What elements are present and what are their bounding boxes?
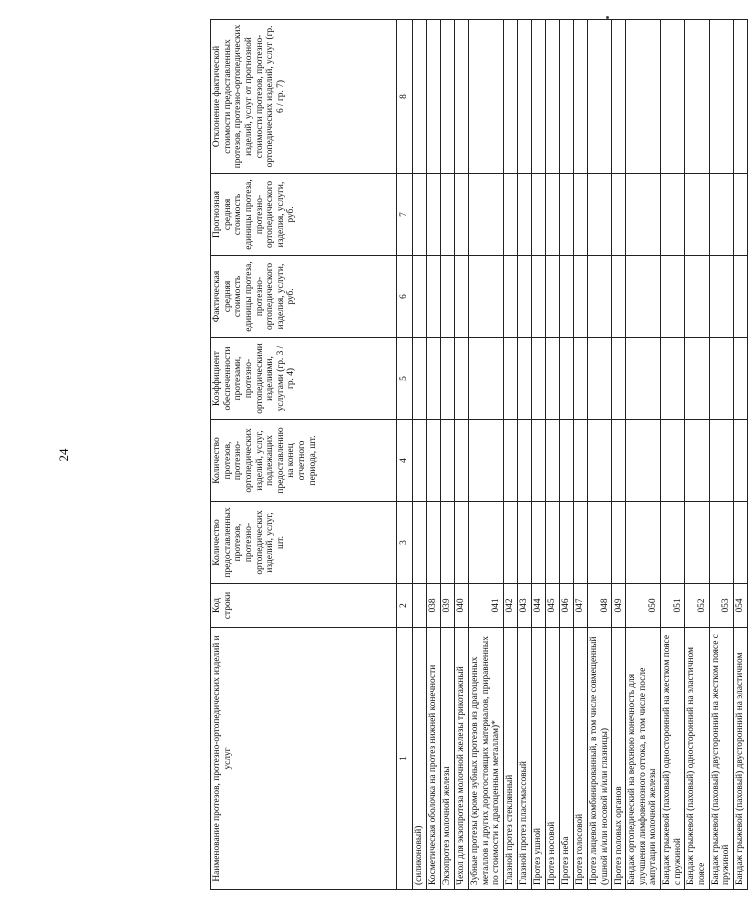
empty-value-cell	[413, 502, 427, 584]
empty-value-cell	[685, 174, 709, 256]
row-name-cell: Протез ушной	[531, 628, 545, 890]
col-number: 3	[397, 502, 413, 584]
empty-value-cell	[469, 338, 504, 420]
empty-value-cell	[587, 174, 611, 256]
table-row	[685, 20, 709, 890]
empty-value-cell	[413, 174, 427, 256]
empty-value-cell	[587, 338, 611, 420]
row-name-cell: Протез лицевой комбинированный, в том числе совмещенный (ушной и/или носовой и/или глазницы)	[587, 628, 611, 890]
empty-value-cell	[733, 20, 747, 174]
empty-value-cell	[733, 420, 747, 502]
empty-value-cell	[469, 174, 504, 256]
empty-value-cell	[733, 338, 747, 420]
row-name-cell: Протез неба	[559, 628, 573, 890]
empty-value-cell	[626, 256, 661, 338]
empty-value-cell	[626, 338, 661, 420]
col-number: 2	[397, 584, 413, 628]
empty-value-cell	[559, 420, 573, 502]
empty-value-cell	[685, 20, 709, 174]
empty-value-cell	[545, 20, 559, 174]
col-header-name: Наименование протезов, протезно-ортопедических изделий и услуг	[211, 628, 397, 890]
row-name-cell: Протез носовой	[545, 628, 559, 890]
col-header-coverage-ratio: Коэффициент обеспеченности протезами, протезно-ортопедическими изделиями, услугами (гр. 3 / гр. 4)	[211, 338, 397, 420]
empty-value-cell	[455, 502, 469, 584]
row-name-cell: Бандаж грыжевой (паховый) односторонний на эластичном поясе	[685, 628, 709, 890]
col-number: 5	[397, 338, 413, 420]
row-name-cell: Экзопротез молочной железы	[441, 628, 455, 890]
empty-value-cell	[733, 502, 747, 584]
empty-value-cell	[517, 502, 531, 584]
empty-value-cell	[427, 256, 441, 338]
empty-value-cell	[559, 20, 573, 174]
row-code-cell: 052	[685, 584, 709, 628]
empty-value-cell	[545, 256, 559, 338]
table-row	[559, 20, 573, 890]
empty-value-cell	[626, 174, 661, 256]
row-name-cell: Бандаж грыжевой (паховый) односторонний на жестком поясе с пружиной	[661, 628, 685, 890]
row-name-cell: Чехол для экзопротеза молочной железы трикотажный	[455, 628, 469, 890]
empty-value-cell	[573, 174, 587, 256]
empty-value-cell	[626, 502, 661, 584]
empty-value-cell	[469, 502, 504, 584]
empty-value-cell	[559, 256, 573, 338]
empty-value-cell	[685, 420, 709, 502]
empty-value-cell	[573, 420, 587, 502]
empty-value-cell	[612, 174, 626, 256]
empty-value-cell	[531, 174, 545, 256]
table-row	[531, 20, 545, 890]
empty-value-cell	[709, 420, 733, 502]
empty-value-cell	[413, 256, 427, 338]
empty-value-cell	[685, 256, 709, 338]
col-number: 4	[397, 420, 413, 502]
row-code-cell: 045	[545, 584, 559, 628]
column-number-row	[397, 20, 413, 890]
empty-value-cell	[626, 20, 661, 174]
empty-value-cell	[733, 174, 747, 256]
empty-value-cell	[612, 20, 626, 174]
col-header-forecast-cost: Прогнозная средняя стоимость единицы протеза, протезно-ортопедического изделия, услуги, руб.	[211, 174, 397, 256]
empty-value-cell	[587, 502, 611, 584]
empty-value-cell	[517, 256, 531, 338]
empty-value-cell	[427, 174, 441, 256]
row-name-cell: Косметическая оболочка на протез нижней конечности	[427, 628, 441, 890]
row-name-cell: Глазной протез пластмассовый	[517, 628, 531, 890]
table-row	[545, 20, 559, 890]
empty-value-cell	[531, 420, 545, 502]
empty-value-cell	[733, 256, 747, 338]
col-number: 1	[397, 628, 413, 890]
empty-value-cell	[661, 256, 685, 338]
empty-value-cell	[661, 420, 685, 502]
empty-value-cell	[545, 174, 559, 256]
empty-value-cell	[503, 420, 517, 502]
empty-value-cell	[503, 338, 517, 420]
col-number: 8	[397, 20, 413, 174]
row-code-cell: 048	[587, 584, 611, 628]
table-row	[455, 20, 469, 890]
row-name-cell: Бандаж грыжевой (паховый) двусторонний на жестком поясе с пружиной	[709, 628, 733, 890]
table-body	[413, 20, 748, 890]
row-name-cell: (силиконовый)	[413, 628, 427, 890]
empty-value-cell	[573, 338, 587, 420]
empty-value-cell	[455, 420, 469, 502]
table-row	[709, 20, 733, 890]
empty-value-cell	[469, 420, 504, 502]
empty-value-cell	[587, 20, 611, 174]
empty-value-cell	[545, 502, 559, 584]
row-code-cell: 049	[612, 584, 626, 628]
row-code-cell: 051	[661, 584, 685, 628]
empty-value-cell	[441, 256, 455, 338]
col-header-due-qty: Количество протезов, протезно-ортопедических изделий, услуг, подлежащих предоставлению на конец отчетного периода, шт.	[211, 420, 397, 502]
col-header-deviation: Отклонение фактической стоимости предоставленных протезов, протезно-ортопедических изделий, услуг от прогнозной стоимости протезов, протезно-ортопедических изделий, услуг (гр. 6 / гр. 7)	[211, 20, 397, 174]
empty-value-cell	[503, 20, 517, 174]
empty-value-cell	[573, 502, 587, 584]
table-row	[587, 20, 611, 890]
empty-value-cell	[441, 420, 455, 502]
empty-value-cell	[559, 174, 573, 256]
empty-value-cell	[441, 338, 455, 420]
empty-value-cell	[626, 420, 661, 502]
empty-value-cell	[612, 502, 626, 584]
row-code-cell: 040	[455, 584, 469, 628]
row-code-cell	[413, 584, 427, 628]
empty-value-cell	[413, 20, 427, 174]
empty-value-cell	[469, 20, 504, 174]
row-code-cell: 039	[441, 584, 455, 628]
empty-value-cell	[469, 256, 504, 338]
empty-value-cell	[545, 338, 559, 420]
row-code-cell: 054	[733, 584, 747, 628]
empty-value-cell	[427, 338, 441, 420]
row-code-cell: 047	[573, 584, 587, 628]
empty-value-cell	[455, 174, 469, 256]
empty-value-cell	[413, 420, 427, 502]
empty-value-cell	[709, 20, 733, 174]
empty-value-cell	[709, 256, 733, 338]
empty-value-cell	[503, 174, 517, 256]
empty-value-cell	[427, 502, 441, 584]
row-code-cell: 041	[469, 584, 504, 628]
empty-value-cell	[531, 502, 545, 584]
empty-value-cell	[573, 20, 587, 174]
row-name-cell: Бандаж грыжевой (паховый) двусторонний на эластичном	[733, 628, 747, 890]
row-code-cell: 046	[559, 584, 573, 628]
empty-value-cell	[559, 338, 573, 420]
page-number: 24	[56, 448, 71, 462]
table-row	[661, 20, 685, 890]
table-row	[626, 20, 661, 890]
row-code-cell: 038	[427, 584, 441, 628]
empty-value-cell	[661, 20, 685, 174]
col-header-provided-qty: Количество предоставленных протезов, протезно-ортопедических изделий, услуг, шт.	[211, 502, 397, 584]
empty-value-cell	[612, 256, 626, 338]
row-code-cell: 050	[626, 584, 661, 628]
empty-value-cell	[661, 174, 685, 256]
empty-value-cell	[503, 256, 517, 338]
report-table-rotated	[210, 20, 746, 890]
row-name-cell: Протез голосовой	[573, 628, 587, 890]
empty-value-cell	[531, 256, 545, 338]
row-code-cell: 042	[503, 584, 517, 628]
header-row	[211, 20, 397, 890]
empty-value-cell	[559, 502, 573, 584]
table-row	[441, 20, 455, 890]
col-header-code: Код строки	[211, 584, 397, 628]
empty-value-cell	[441, 174, 455, 256]
empty-value-cell	[531, 20, 545, 174]
col-number: 6	[397, 256, 413, 338]
empty-value-cell	[587, 420, 611, 502]
row-code-cell: 053	[709, 584, 733, 628]
empty-value-cell	[531, 338, 545, 420]
empty-value-cell	[427, 420, 441, 502]
table-row	[469, 20, 504, 890]
row-code-cell: 043	[517, 584, 531, 628]
row-code-cell: 044	[531, 584, 545, 628]
empty-value-cell	[441, 502, 455, 584]
row-name-cell: Зубные протезы (кроме зубных протезов из драгоценных металлов и других дорогостоящих материалов, приравненных по стоимости к драгоценным металлам)*	[469, 628, 504, 890]
empty-value-cell	[709, 502, 733, 584]
empty-value-cell	[709, 338, 733, 420]
empty-value-cell	[685, 338, 709, 420]
report-table	[210, 19, 748, 890]
empty-value-cell	[587, 256, 611, 338]
empty-value-cell	[612, 338, 626, 420]
table-row	[413, 20, 427, 890]
empty-value-cell	[517, 174, 531, 256]
row-name-cell: Протез половых органов	[612, 628, 626, 890]
empty-value-cell	[455, 20, 469, 174]
empty-value-cell	[517, 338, 531, 420]
table-row	[517, 20, 531, 890]
empty-value-cell	[455, 338, 469, 420]
table-row	[503, 20, 517, 890]
table-row	[427, 20, 441, 890]
empty-value-cell	[685, 502, 709, 584]
row-name-cell: Бандаж ортопедический на верхнюю конечность для улучшения лимфовенозного оттока, в том числе после ампутации молочной железы	[626, 628, 661, 890]
empty-value-cell	[455, 256, 469, 338]
empty-value-cell	[517, 420, 531, 502]
row-name-cell: Глазной протез стеклянный	[503, 628, 517, 890]
table-row	[733, 20, 747, 890]
empty-value-cell	[427, 20, 441, 174]
empty-value-cell	[545, 420, 559, 502]
table-row	[573, 20, 587, 890]
empty-value-cell	[517, 20, 531, 174]
empty-value-cell	[709, 174, 733, 256]
col-number: 7	[397, 174, 413, 256]
empty-value-cell	[573, 256, 587, 338]
empty-value-cell	[503, 502, 517, 584]
empty-value-cell	[413, 338, 427, 420]
empty-value-cell	[661, 502, 685, 584]
empty-value-cell	[661, 338, 685, 420]
table-row	[612, 20, 626, 890]
empty-value-cell	[441, 20, 455, 174]
col-header-actual-cost: Фактическая средняя стоимость единицы протеза, протезно-ортопедического изделия, услуги, руб.	[211, 256, 397, 338]
empty-value-cell	[612, 420, 626, 502]
